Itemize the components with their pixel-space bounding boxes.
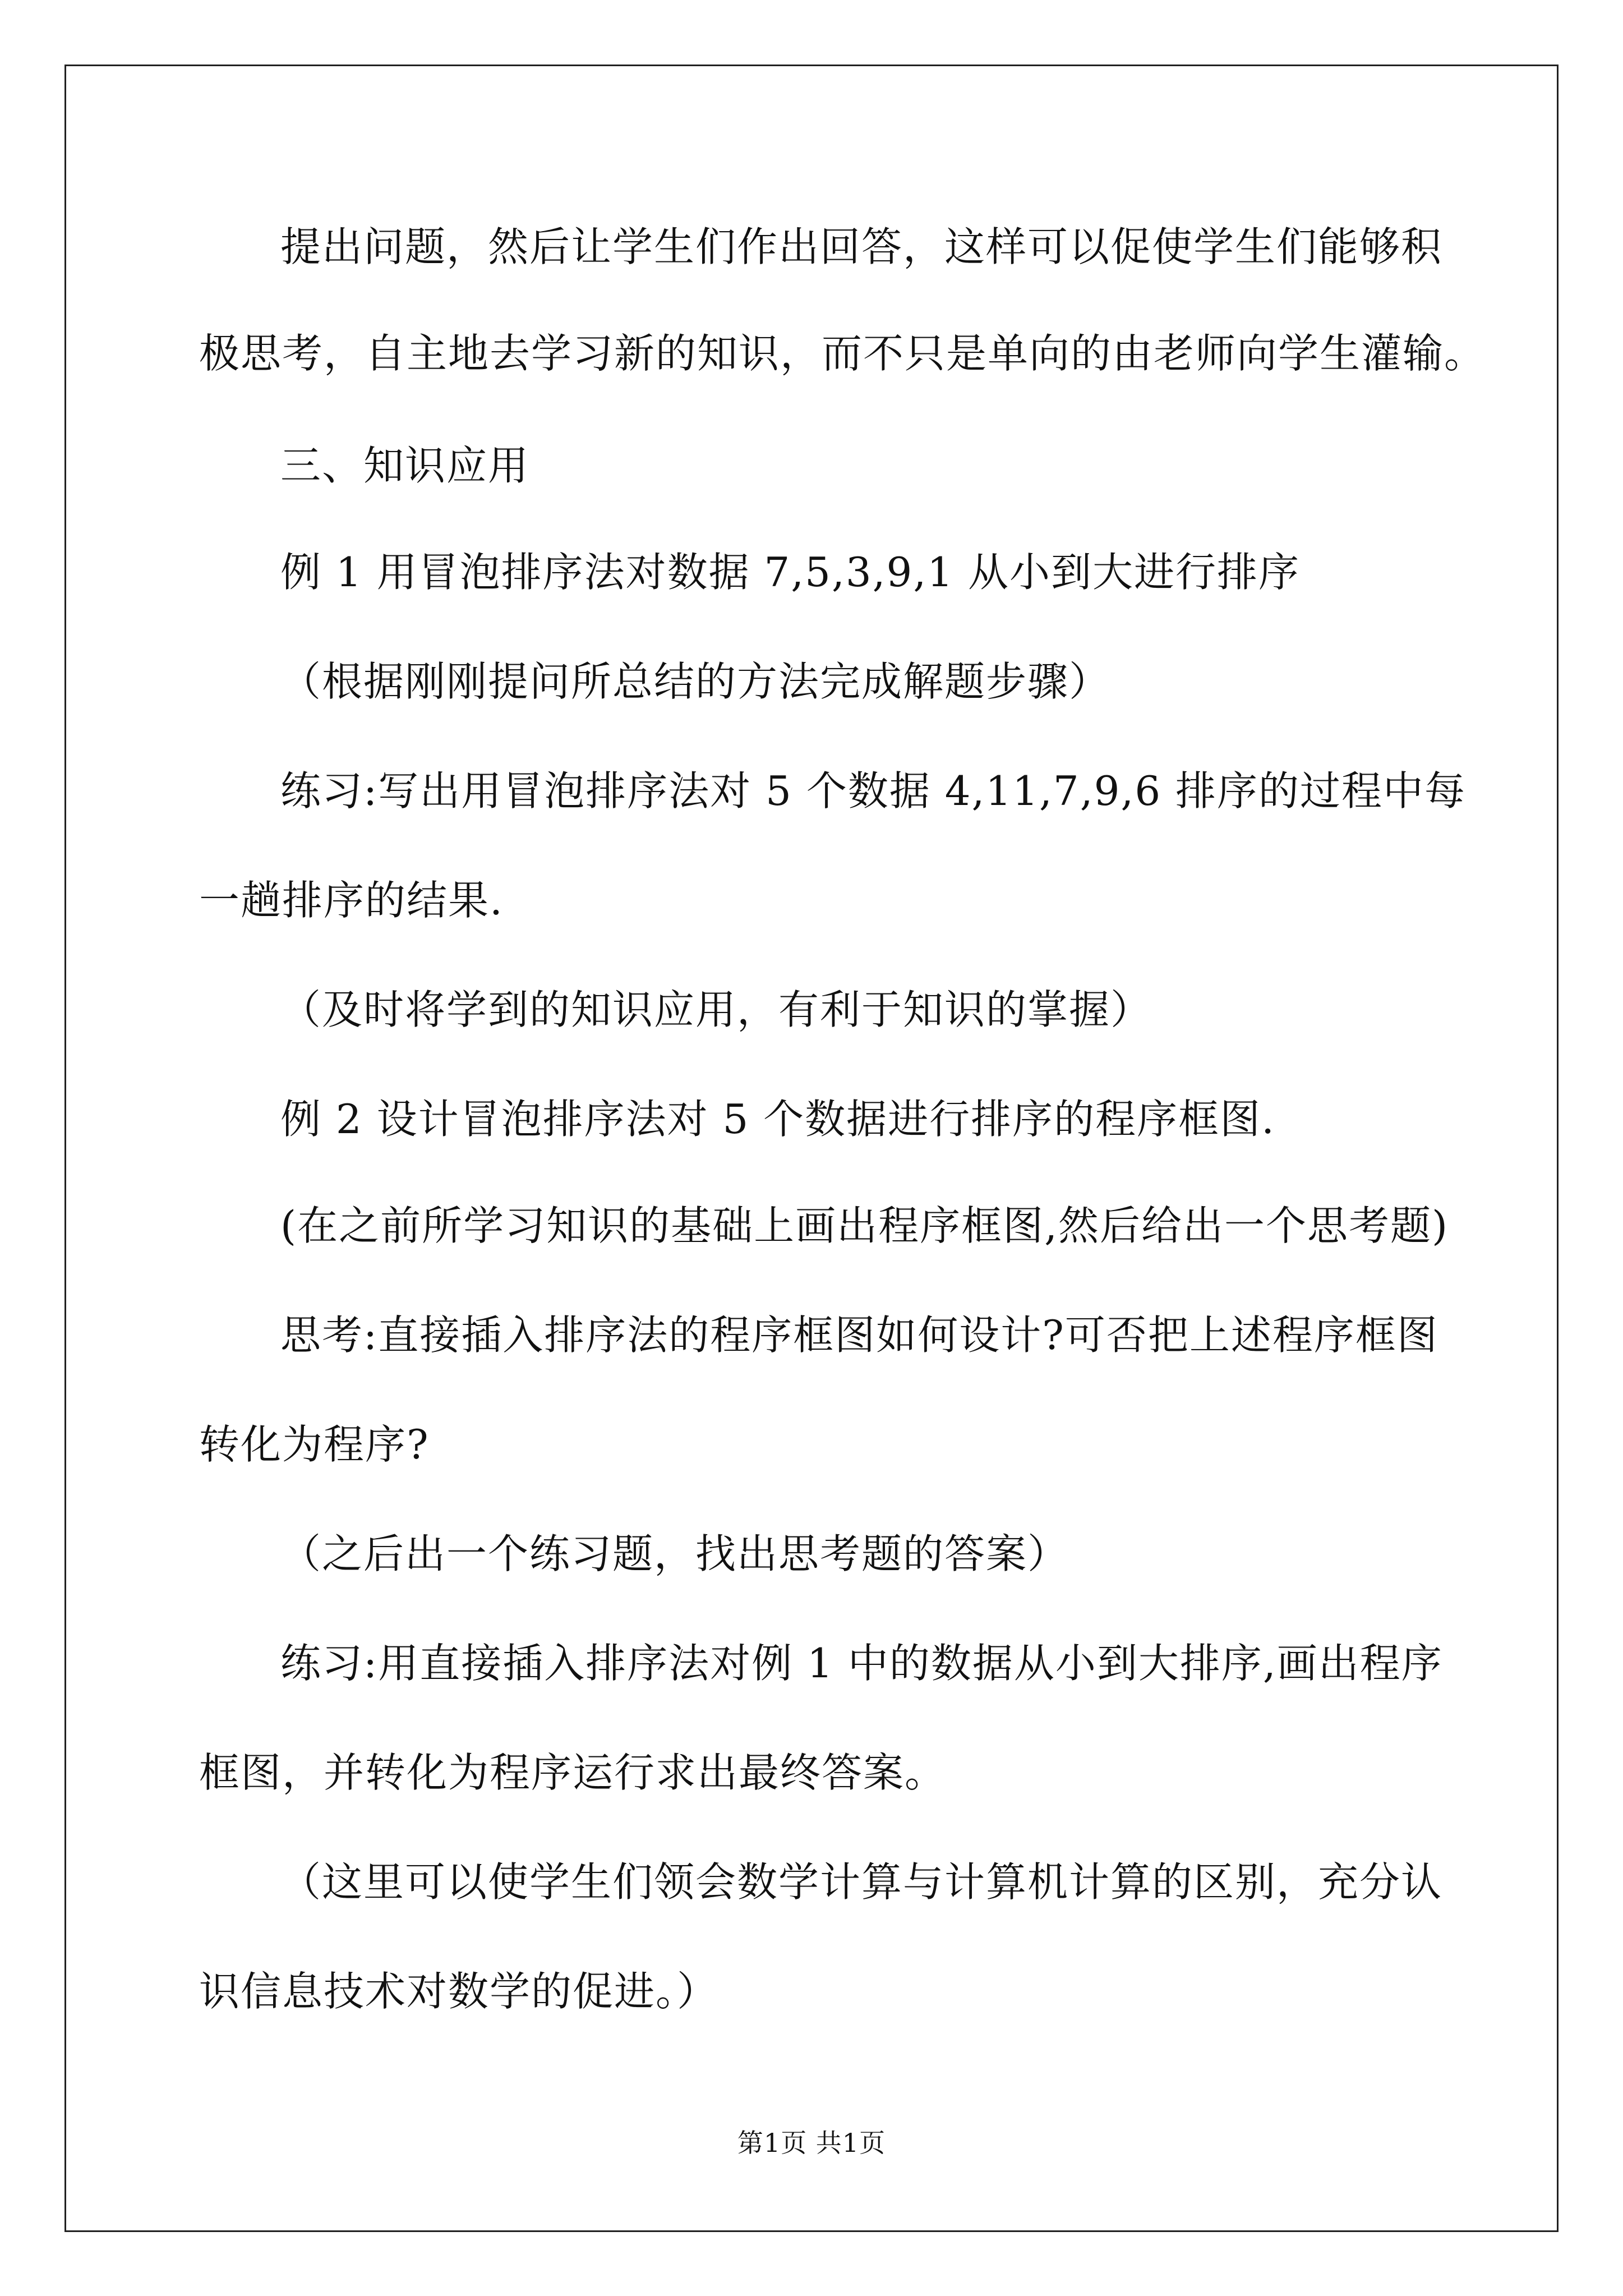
- paragraph-line: （之后出一个练习题，找出思考题的答案）: [280, 1530, 1069, 1577]
- paragraph-line: 例 2 设计冒泡排序法对 5 个数据进行排序的程序框图.: [280, 1096, 1276, 1143]
- paragraph-line: 练习:用直接插入排序法对例 1 中的数据从小到大排序,画出程序: [280, 1640, 1443, 1687]
- page-number-footer: 第1页 共1页: [737, 2128, 886, 2158]
- paragraph-line: 例 1 用冒泡排序法对数据 7,5,3,9,1 从小到大进行排序: [280, 549, 1300, 596]
- paragraph-line: 极思考，自主地去学习新的知识，而不只是单向的由老师向学生灌输。: [199, 330, 1486, 377]
- paragraph-line: 练习:写出用冒泡排序法对 5 个数据 4,11,7,9,6 排序的过程中每: [280, 767, 1467, 815]
- paragraph-line: 框图，并转化为程序运行求出最终答案。: [199, 1749, 947, 1796]
- paragraph-line: （这里可以使学生们领会数学计算与计算机计算的区别，充分认: [280, 1858, 1443, 1906]
- paragraph-line: 一趟排序的结果.: [199, 877, 504, 924]
- paragraph-line: (在之前所学习知识的基础上画出程序框图,然后给出一个思考题): [280, 1202, 1449, 1249]
- paragraph-line: 提出问题，然后让学生们作出回答，这样可以促使学生们能够积: [280, 223, 1443, 270]
- paragraph-line: 识信息技术对数学的促进。）: [199, 1968, 719, 2015]
- section-heading: 三、知识应用: [280, 442, 530, 489]
- paragraph-line: 思考:直接插入排序法的程序框图如何设计?可否把上述程序框图: [280, 1312, 1438, 1359]
- paragraph-line: （根据刚刚提问所总结的方法完成解题步骤）: [280, 658, 1111, 705]
- paragraph-line: 转化为程序?: [199, 1421, 430, 1468]
- paragraph-line: （及时将学到的知识应用，有利于知识的掌握）: [280, 986, 1152, 1033]
